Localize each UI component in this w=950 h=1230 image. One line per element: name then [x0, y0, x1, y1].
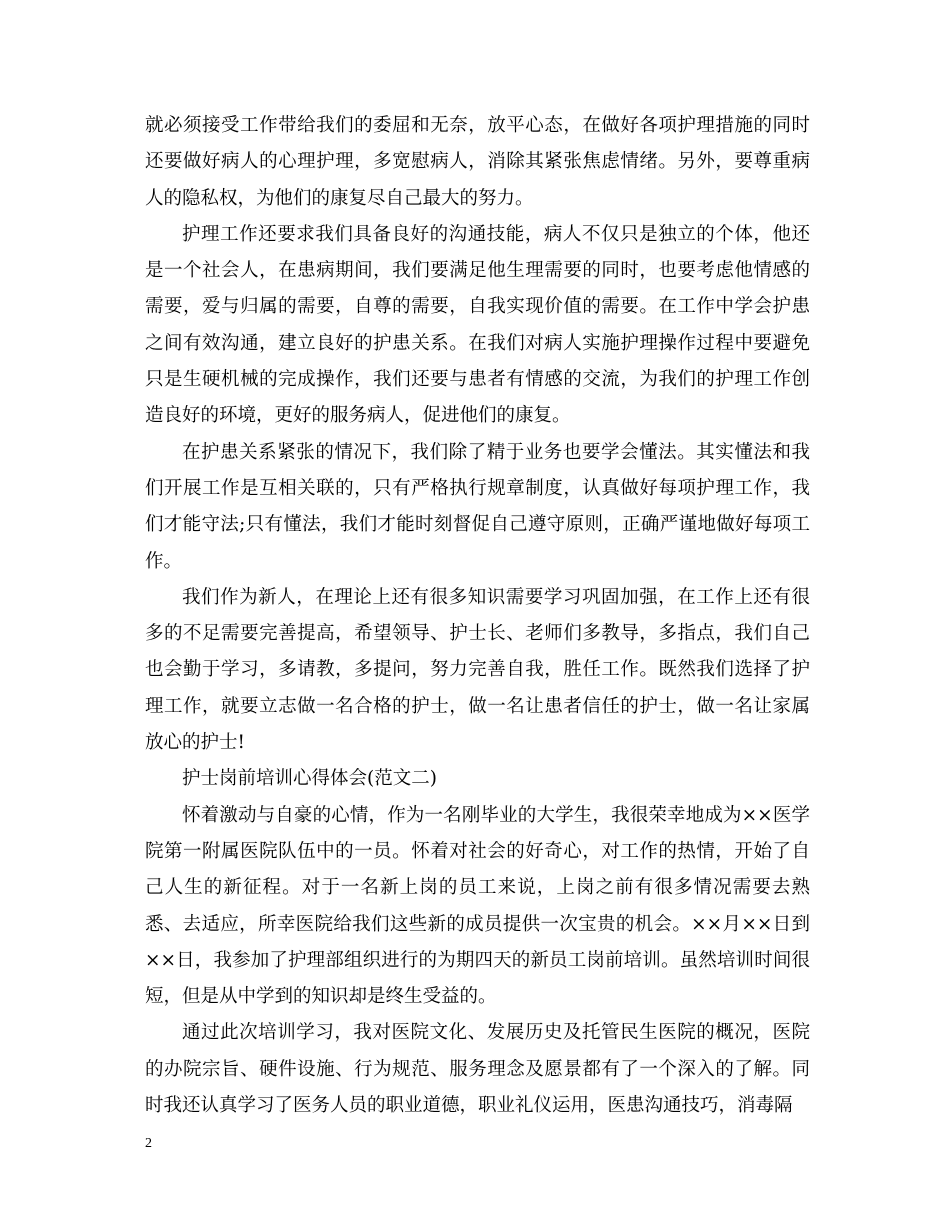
paragraph-3: 在护患关系紧张的情况下，我们除了精于业务也要学会懂法。其实懂法和我们开展工作是互相关联的，只有严格执行规章制度，认真做好每项护理工作，我们才能守法;只有懂法，我们才能时刻督促自己遵守原则，正确严谨地做好每项工作。 [145, 441, 810, 572]
paragraph-4: 我们作为新人，在理论上还有很多知识需要学习巩固加强，在工作上还有很多的不足需要完善提高，希望领导、护士长、老师们多教导，多指点，我们自己也会勤于学习，多请教，多提问，努力完善自我，胜任工作。既然我们选择了护理工作，就要立志做一名合格的护士，做一名让患者信任的护士，做一名让家属放心的护士! [145, 586, 810, 754]
page-number: 2 [145, 1136, 152, 1151]
paragraph-5: 怀着激动与自豪的心情，作为一名刚毕业的大学生，我很荣幸地成为××医学院第一附属医院队伍中的一员。怀着对社会的好奇心，对工作的热情，开始了自己人生的新征程。对于一名新上岗的员工来说，上岗之前有很多情况需要去熟悉、去适应，所幸医院给我们这些新的成员提供一次宝贵的机会。××月××日到××日，我参加了护理部组织进行的为期四天的新员工岗前培训。虽然培训时间很短，但是从中学到的知识却是终生受益的。 [145, 804, 810, 1008]
document-body [145, 108, 810, 1124]
section-heading: 护士岗前培训心得体会(范文二) [182, 768, 437, 790]
paragraph-1: 就必须接受工作带给我们的委屈和无奈，放平心态，在做好各项护理措施的同时还要做好病人的心理护理，多宽慰病人，消除其紧张焦虑情绪。另外，要尊重病人的隐私权，为他们的康复尽自己最大的努力。 [145, 115, 810, 209]
paragraph-2: 护理工作还要求我们具备良好的沟通技能，病人不仅只是独立的个体，他还是一个社会人，在患病期间，我们要满足他生理需要的同时，也要考虑他情感的需要，爱与归属的需要，自尊的需要，自我实现价值的需要。在工作中学会护患之间有效沟通，建立良好的护患关系。在我们对病人实施护理操作过程中要避免只是生硬机械的完成操作，我们还要与患者有情感的交流，为我们的护理工作创造良好的环境，更好的服务病人，促进他们的康复。 [145, 223, 810, 427]
paragraph-6: 通过此次培训学习，我对医院文化、发展历史及托管民生医院的概况，医院的办院宗旨、硬件设施、行为规范、服务理念及愿景都有了一个深入的了解。同时我还认真学习了医务人员的职业道德，职业礼仪运用，医患沟通技巧，消毒隔 [145, 1022, 810, 1117]
